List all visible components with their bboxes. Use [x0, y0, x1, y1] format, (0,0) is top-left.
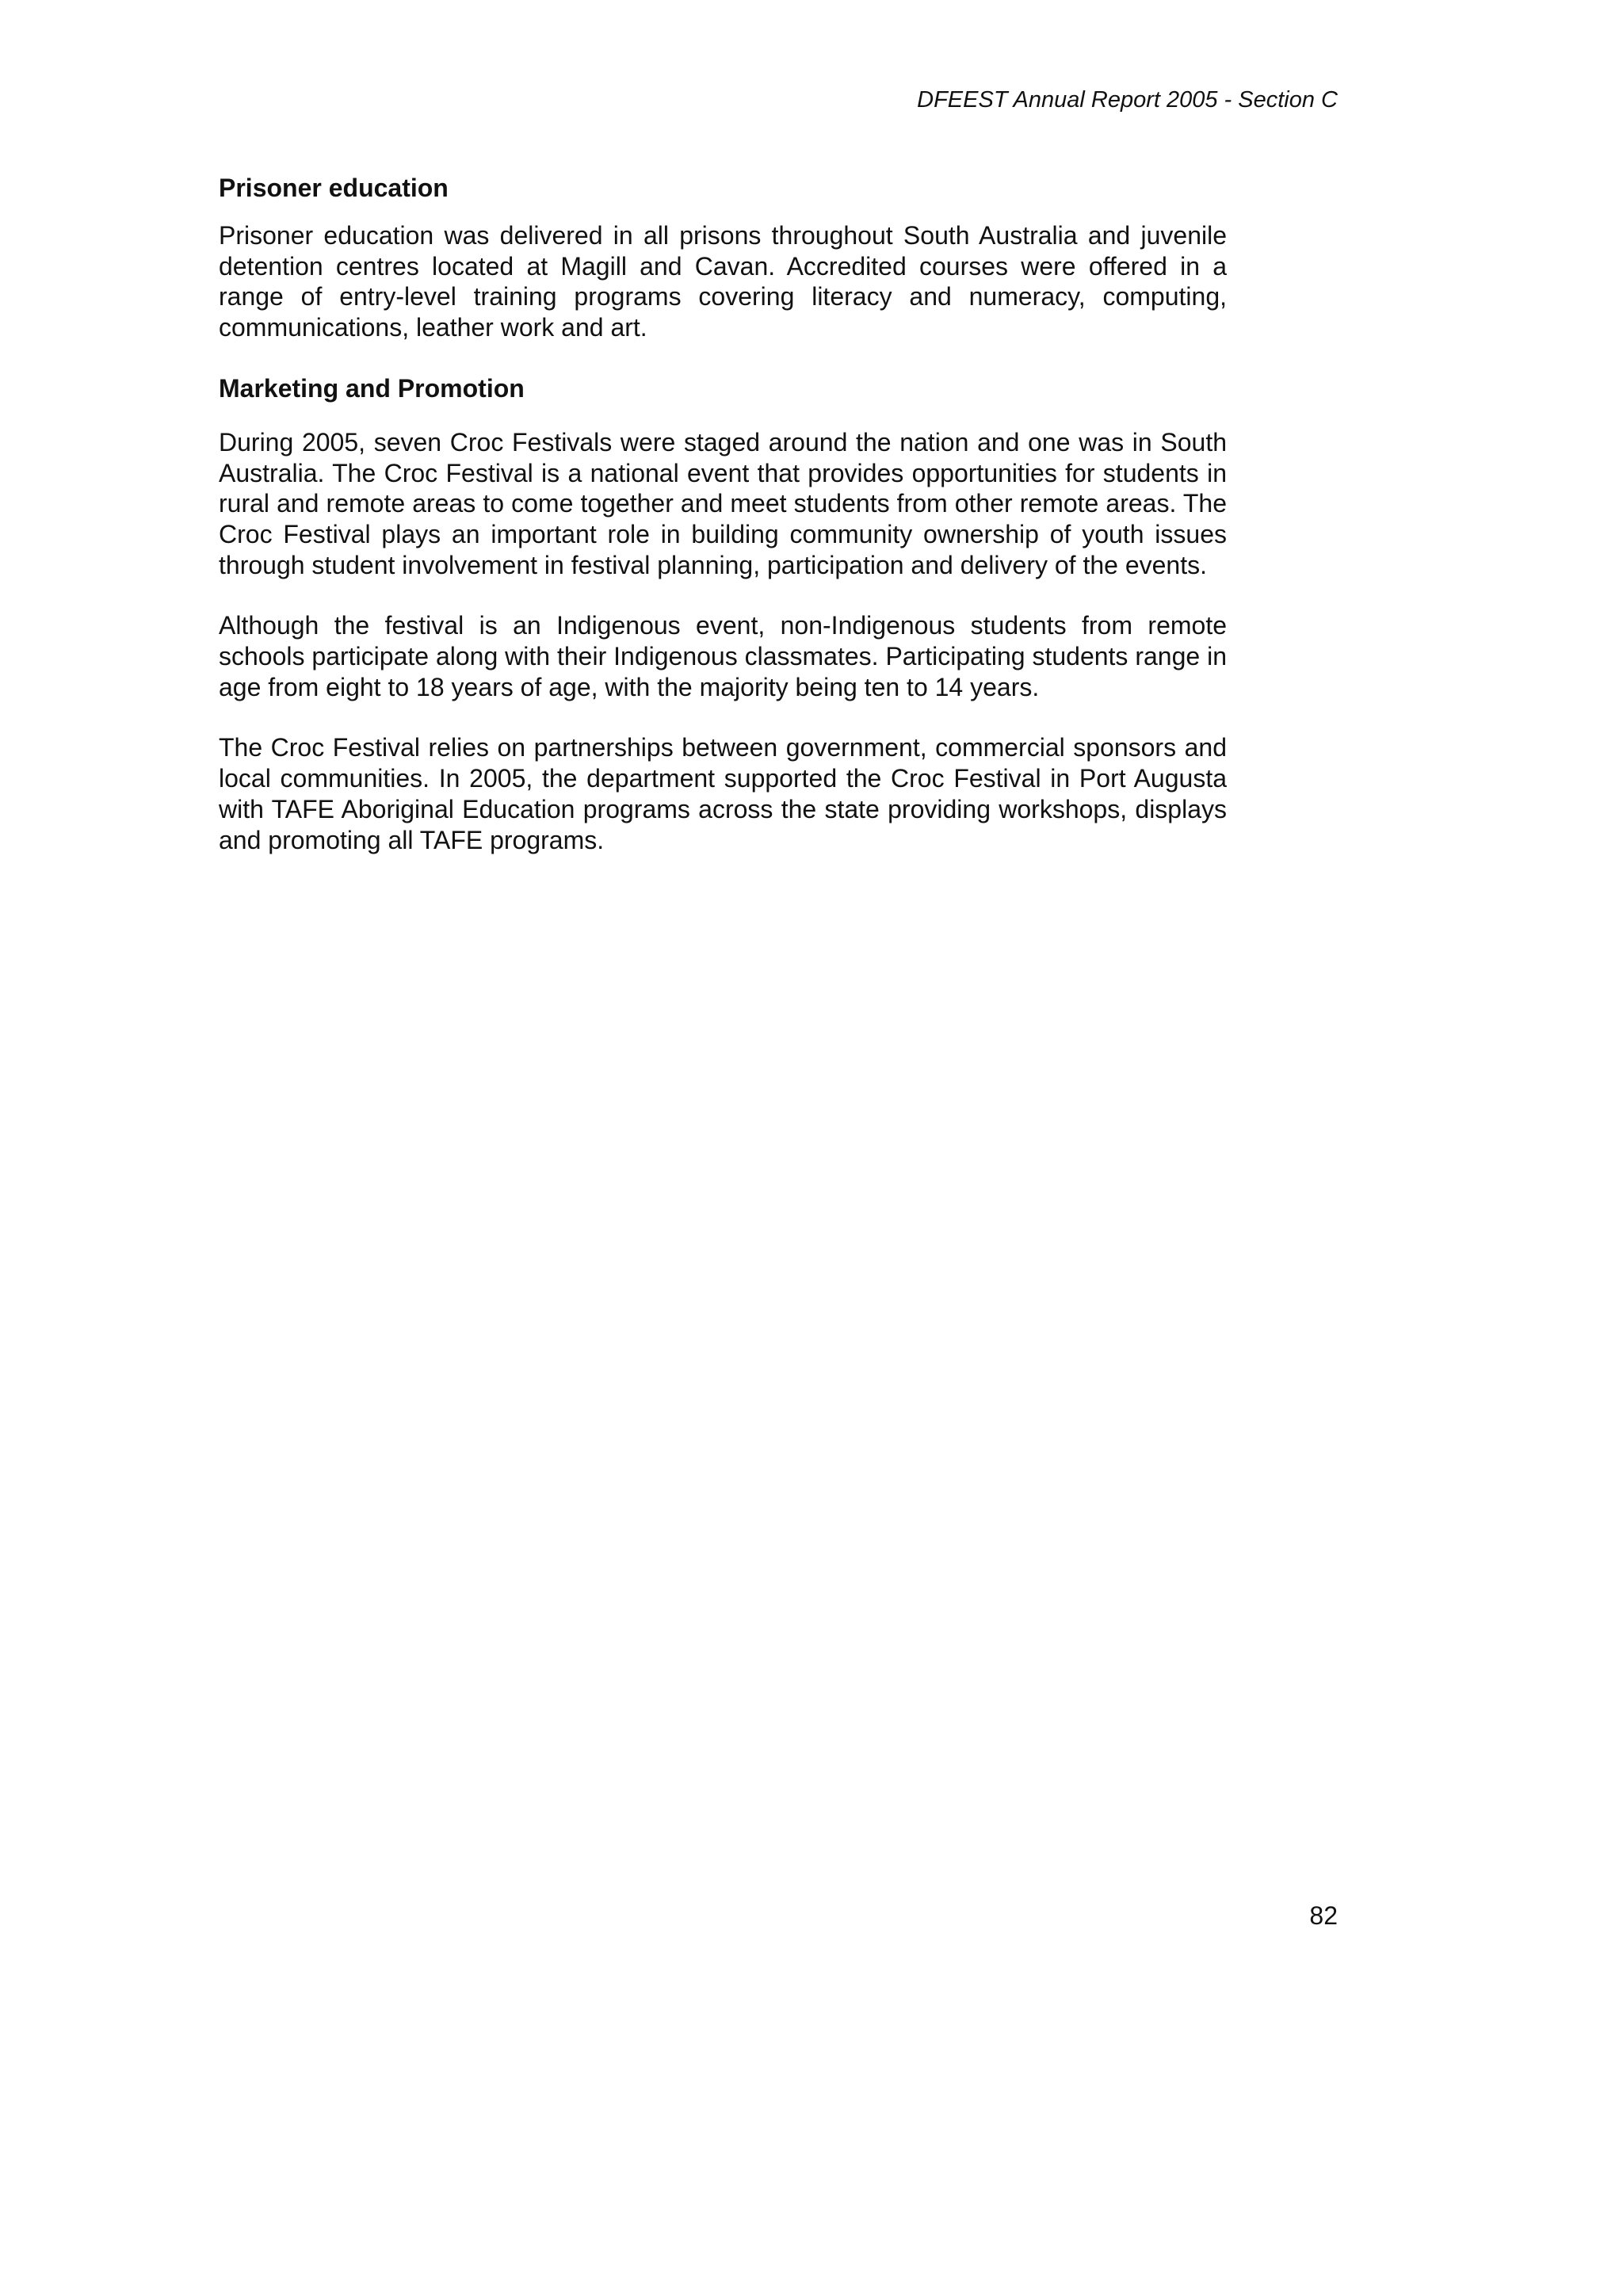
running-header: DFEEST Annual Report 2005 - Section C [917, 87, 1338, 113]
paragraph-croc-festival-overview: During 2005, seven Croc Festivals were staged around the nation and one was in South Australia. The Croc Festival is a national event that provides opportunities for students in rural and remote areas to come together and meet students from other remote areas. The Croc Festival plays an important role in building community ownership of youth issues through student involvement in festival planning, participation and delivery of the events. [219, 427, 1227, 579]
page-content [219, 173, 1227, 855]
heading-prisoner-education: Prisoner education [219, 174, 449, 202]
heading-marketing-and-promotion: Marketing and Promotion [219, 373, 525, 403]
paragraph-croc-festival-partnerships: The Croc Festival relies on partnerships between government, commercial sponsors and local communities. In 2005, the department supported the Croc Festival in Port Augusta with TAFE Aboriginal Education programs across the state providing workshops, displays and promoting all TAFE programs. [219, 733, 1227, 854]
paragraph-croc-festival-participants: Although the festival is an Indigenous event, non-Indigenous students from remote schools participate along with their Indigenous classmates. Participating students range in age from eight to 18 years of age, with the majority being ten to 14 years. [219, 611, 1227, 701]
paragraph-prisoner-education: Prisoner education was delivered in all prisons throughout South Australia and juvenile detention centres located at Magill and Cavan. Accredited courses were offered in a range of entry-level training programs covering literacy and numeracy, computing, communications, leather work and art. [219, 221, 1227, 342]
page-number: 82 [1309, 1901, 1338, 1930]
